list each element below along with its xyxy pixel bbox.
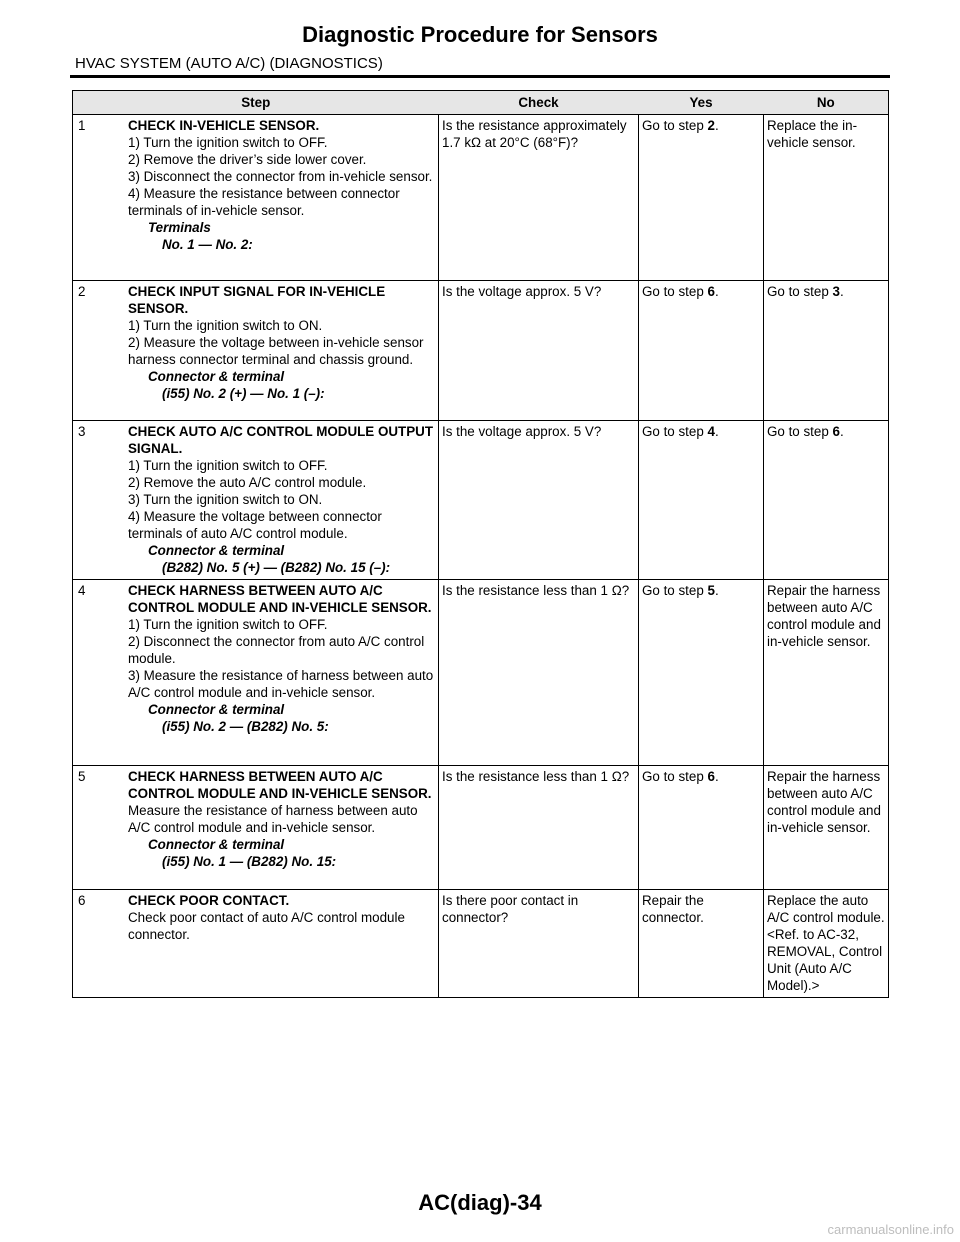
- no-cell: [764, 766, 889, 890]
- yes-cell: [639, 890, 764, 998]
- page-number: AC(diag)-34: [418, 1190, 542, 1215]
- step-instruction: 2) Remove the auto A/C control module.: [128, 475, 367, 490]
- yes-cell: [639, 115, 764, 281]
- step-heading: CHECK INPUT SIGNAL FOR IN-VEHICLE SENSOR.: [128, 284, 386, 316]
- no-text: Go to step: [767, 424, 833, 439]
- check-cell: Is the voltage approx. 5 V?: [439, 281, 639, 421]
- table-row: [73, 421, 889, 580]
- connector-label: Connector & terminal: [148, 702, 285, 717]
- step-number: 3: [78, 424, 86, 439]
- table-row: [73, 580, 889, 766]
- table-row: [73, 115, 889, 281]
- step-number: 1: [78, 118, 86, 133]
- step-cell: [73, 115, 439, 281]
- step-instruction: 1) Turn the ignition switch to ON.: [128, 318, 323, 333]
- step-instruction: 2) Disconnect the connector from auto A/C control module.: [128, 634, 425, 666]
- connector-value: (B282) No. 5 (+) — (B282) No. 15 (–):: [162, 560, 391, 575]
- yes-cell: [639, 580, 764, 766]
- step-heading: CHECK HARNESS BETWEEN AUTO A/C CONTROL MODULE AND IN-VEHICLE SENSOR.: [128, 769, 432, 801]
- step-instruction: 1) Turn the ignition switch to OFF.: [128, 617, 328, 632]
- check-cell: Is there poor contact in connector?: [439, 890, 639, 998]
- check-cell: Is the resistance approximately 1.7 kΩ at 20°C (68°F)?: [439, 115, 639, 281]
- step-instruction: 1) Turn the ignition switch to OFF.: [128, 458, 328, 473]
- no-text: Repair the harness between auto A/C control module and in-vehicle sensor.: [767, 769, 881, 835]
- table-header-row: [73, 91, 889, 115]
- step-instruction: Measure the resistance of harness between auto A/C control module and in-vehicle sensor.: [128, 803, 418, 835]
- connector-label: Connector & terminal: [148, 837, 285, 852]
- check-cell: Is the resistance less than 1 Ω?: [439, 580, 639, 766]
- check-cell: Is the resistance less than 1 Ω?: [439, 766, 639, 890]
- step-number: 2: [78, 284, 86, 299]
- no-cell: [764, 421, 889, 580]
- table-row: [73, 281, 889, 421]
- yes-step-ref: 6: [707, 284, 715, 299]
- yes-cell: [639, 281, 764, 421]
- no-text: Repair the harness between auto A/C control module and in-vehicle sensor.: [767, 583, 881, 649]
- connector-value: (i55) No. 1 — (B282) No. 15:: [162, 854, 337, 869]
- step-cell: [73, 281, 439, 421]
- no-text: Replace the auto A/C control module. <Ref. to AC-32, REMOVAL, Control Unit (Auto A/C Model).>: [767, 893, 885, 993]
- no-text: Replace the in-vehicle sensor.: [767, 118, 858, 150]
- step-instruction: 2) Measure the voltage between in-vehicle sensor harness connector terminal and chassis ground.: [128, 335, 424, 367]
- connector-label: Terminals: [148, 220, 211, 235]
- step-cell: [73, 890, 439, 998]
- yes-suffix: .: [714, 583, 719, 598]
- step-cell: [73, 421, 439, 580]
- step-instruction: 4) Measure the voltage between connector terminals of auto A/C control module.: [128, 509, 382, 541]
- no-step-ref: 3: [832, 284, 840, 299]
- yes-text: Go to step: [642, 424, 708, 439]
- table-body: [73, 115, 889, 998]
- table-row: [73, 890, 889, 998]
- step-instruction: 3) Measure the resistance of harness between auto A/C control module and in-vehicle sensor.: [128, 668, 434, 700]
- step-cell: [73, 580, 439, 766]
- diagnostic-procedure-table: [72, 90, 889, 998]
- step-instruction: 3) Disconnect the connector from in-vehicle sensor.: [128, 169, 433, 184]
- step-heading: CHECK AUTO A/C CONTROL MODULE OUTPUT SIGNAL.: [128, 424, 434, 456]
- header-rule: [70, 75, 890, 78]
- no-cell: [764, 890, 889, 998]
- yes-suffix: .: [714, 769, 719, 784]
- yes-step-ref: 5: [707, 583, 715, 598]
- step-instruction: Check poor contact of auto A/C control module connector.: [128, 910, 405, 942]
- step-number: 4: [78, 583, 86, 598]
- step-instruction: 3) Turn the ignition switch to ON.: [128, 492, 323, 507]
- no-text: Go to step: [767, 284, 833, 299]
- table-row: [73, 766, 889, 890]
- step-heading: CHECK IN-VEHICLE SENSOR.: [128, 118, 320, 133]
- yes-text: Repair the connector.: [642, 893, 704, 925]
- column-header-check: Check: [439, 91, 639, 115]
- connector-value: (i55) No. 2 — (B282) No. 5:: [162, 719, 329, 734]
- step-number: 6: [78, 893, 86, 908]
- column-header-step: Step: [73, 91, 439, 115]
- no-cell: [764, 580, 889, 766]
- step-instruction: 1) Turn the ignition switch to OFF.: [128, 135, 328, 150]
- connector-value: (i55) No. 2 (+) — No. 1 (–):: [162, 386, 325, 401]
- column-header-no: No: [764, 91, 889, 115]
- step-instruction: 2) Remove the driver’s side lower cover.: [128, 152, 367, 167]
- yes-text: Go to step: [642, 118, 708, 133]
- step-instruction: 4) Measure the resistance between connector terminals of in-vehicle sensor.: [128, 186, 400, 218]
- no-cell: [764, 115, 889, 281]
- step-cell: [73, 766, 439, 890]
- yes-suffix: .: [714, 118, 719, 133]
- yes-cell: [639, 421, 764, 580]
- yes-suffix: .: [714, 284, 719, 299]
- no-cell: [764, 281, 889, 421]
- no-suffix: .: [839, 284, 844, 299]
- connector-value: No. 1 — No. 2:: [162, 237, 253, 252]
- yes-step-ref: 6: [707, 769, 715, 784]
- no-step-ref: 6: [832, 424, 840, 439]
- yes-cell: [639, 766, 764, 890]
- yes-text: Go to step: [642, 583, 708, 598]
- step-heading: CHECK HARNESS BETWEEN AUTO A/C CONTROL MODULE AND IN-VEHICLE SENSOR.: [128, 583, 432, 615]
- page-title: Diagnostic Procedure for Sensors: [302, 22, 658, 47]
- step-number: 5: [78, 769, 86, 784]
- yes-step-ref: 2: [707, 118, 715, 133]
- section-title: HVAC SYSTEM (AUTO A/C) (DIAGNOSTICS): [75, 55, 383, 72]
- watermark: carmanualsonline.info: [827, 1222, 954, 1237]
- no-suffix: .: [839, 424, 844, 439]
- yes-step-ref: 4: [707, 424, 715, 439]
- column-header-yes: Yes: [639, 91, 764, 115]
- connector-label: Connector & terminal: [148, 543, 285, 558]
- connector-label: Connector & terminal: [148, 369, 285, 384]
- yes-text: Go to step: [642, 769, 708, 784]
- yes-suffix: .: [714, 424, 719, 439]
- yes-text: Go to step: [642, 284, 708, 299]
- step-heading: CHECK POOR CONTACT.: [128, 893, 290, 908]
- check-cell: Is the voltage approx. 5 V?: [439, 421, 639, 580]
